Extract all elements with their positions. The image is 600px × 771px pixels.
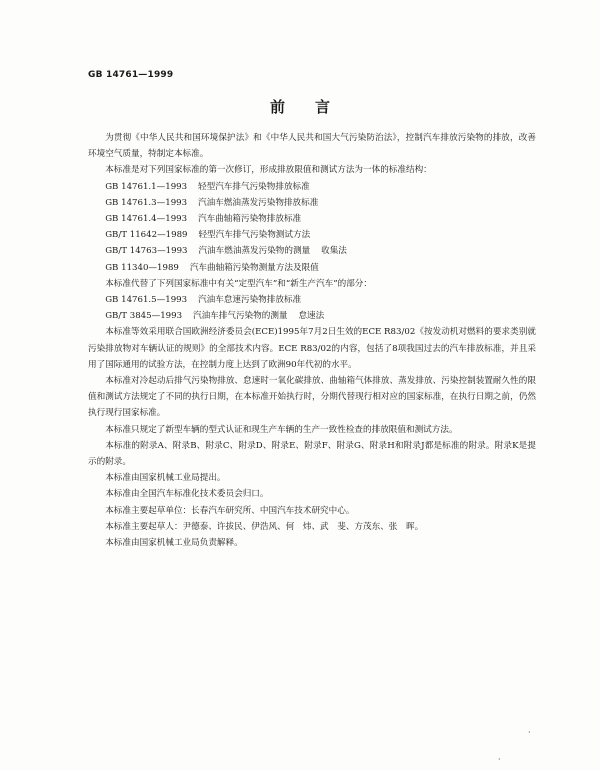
replacement-intro: 本标准代替了下列国家标准中有关“定型汽车”和“新生产汽车”的部分：: [105, 278, 372, 289]
body-paragraph: 本标准的附录A、附录B、附录C、附录D、附录E、附录F、附录G、附录H和附录J都是标准的附录。附录K是提示的附录。: [88, 440, 536, 468]
body-paragraph: 本标准主要起草人：尹德泰、许拔民、伊浩风、何 炜、武 斐、方茂东、张 晖。: [105, 521, 424, 532]
body-paragraph: 本标准由全国汽车标准化技术委员会归口。: [105, 489, 269, 500]
body-paragraph: 本标准由国家机械工业局提出。: [105, 473, 226, 484]
revised-standard-item: GB 14761.3—1993 汽油车燃油蒸发污染物排放标准: [105, 197, 319, 208]
foreword-body: [88, 130, 536, 551]
revised-standard-item: GB 14761.1—1993 轻型汽车排气污染物排放标准: [105, 181, 310, 192]
revised-standard-item: GB/T 11642—1989 轻型汽车排气污染物测试方法: [105, 230, 311, 241]
body-paragraph: 本标准主要起草单位：长春汽车研究所、中国汽车技术研究中心。: [105, 505, 355, 516]
body-paragraph: 本标准等效采用联合国欧洲经济委员会(ECE)1995年7月2日生效的ECE R83/02《按发动机对燃料的要求类别就污染排放物对车辆认证的规则》的全部技术内容。ECE R83/02的内容，包括了8项我国过去的汽车排放标准，并且采用了国际通用的试验方法，在控制力度上达到了欧洲90年代初的水平。: [88, 327, 536, 370]
revised-standard-item: GB 14761.4—1993 汽车曲轴箱污染物排放标准: [105, 214, 302, 225]
replaced-standard-item: GB 14761.5—1993 汽油车怠速污染物排放标准: [105, 295, 302, 306]
scan-speck: ·: [498, 755, 501, 764]
standard-number: GB 14761—1999: [88, 70, 174, 80]
body-paragraph: 本标准只规定了新型车辆的型式认证和现生产车辆的生产一致性检查的排放限值和测试方法。: [105, 424, 458, 435]
replaced-standard-item: GB/T 3845—1993 汽油车排气污染物的测量 怠速法: [105, 311, 325, 322]
page-title: 前言: [269, 98, 360, 116]
revised-standard-item: GB/T 14763—1993 汽油车燃油蒸发污染物的测量 收集法: [105, 246, 347, 257]
body-paragraph: 本标准对冷起动后排气污染物排放、怠速时一氧化碳排放、曲轴箱气体排放、蒸发排放、污染控制装置耐久性的限值和测试方法规定了不同的执行日期，在本标准开始执行时，分期代替现行相对应的国家标准，在执行日期之前，仍然执行现行国家标准。: [88, 376, 536, 419]
scan-speck: ·: [528, 728, 531, 737]
body-paragraph: 本标准由国家机械工业局负责解释。: [105, 538, 243, 549]
intro-paragraph: 本标准是对下列国家标准的第一次修订，形成排放限值和测试方法为一体的标准结构：: [105, 165, 432, 176]
revised-standard-item: GB 11340—1989 汽车曲轴箱污染物测量方法及限值: [105, 262, 319, 273]
intro-paragraph: 为贯彻《中华人民共和国环境保护法》和《中华人民共和国大气污染防治法》，控制汽车排放污染物的排放，改善环境空气质量，特制定本标准。: [88, 133, 536, 160]
